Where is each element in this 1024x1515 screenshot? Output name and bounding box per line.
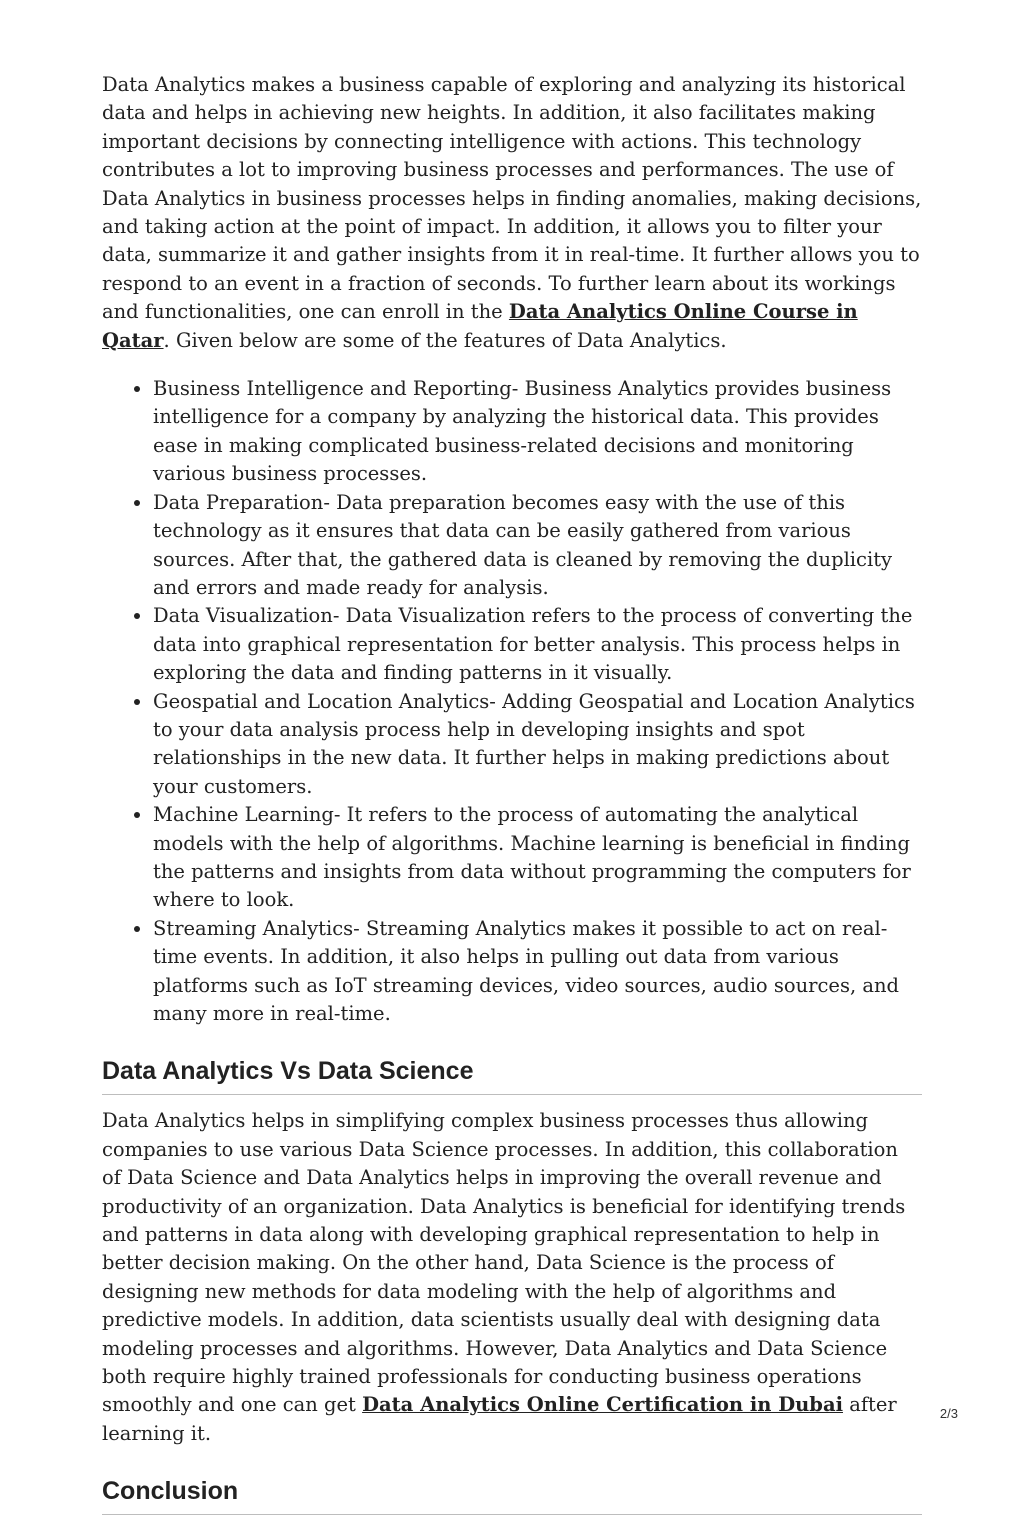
list-item: • Machine Learning- It refers to the process of automating the analytical models with the help of algorithms. Machine learning is beneficial in finding the patterns and insights from data without programming the computers for where to look. [153, 801, 922, 915]
list-item: • Data Visualization- Data Visualization refers to the process of converting the data into graphical representation for better analysis. This process helps in exploring the data and finding patterns in it visually. [153, 602, 922, 687]
vs-paragraph [102, 1107, 922, 1448]
vs-text-after-link: after learning it. [102, 1393, 897, 1445]
vs-section-heading: Data Analytics Vs Data Science [102, 1057, 922, 1095]
document-page [102, 71, 922, 1515]
intro-paragraph [102, 71, 922, 355]
qatar-course-link[interactable]: Data Analytics Online Course in Qatar [102, 300, 858, 352]
dubai-certification-link[interactable]: Data Analytics Online Certification in Dubai [362, 1393, 843, 1417]
features-list [102, 375, 922, 1028]
page-number: 2/3 [939, 1406, 958, 1421]
list-item: • Data Preparation- Data preparation becomes easy with the use of this technology as it ensures that data can be easily gathered from various sources. After that, the gathered data is cleaned by removing the duplicity and errors and made ready for analysis. [153, 489, 922, 603]
list-item: • Streaming Analytics- Streaming Analytics makes it possible to act on real-time events. In addition, it also helps in pulling out data from various platforms such as IoT streaming devices, video sources, audio sources, and many more in real-time. [153, 915, 922, 1029]
intro-text-before-link: Data Analytics makes a business capable of exploring and analyzing its historical data and helps in achieving new heights. In addition, it also facilitates making important decisions by connecting intelligence with actions. This technology contributes a lot to improving business processes and performances. The use of Data Analytics in business processes helps in finding anomalies, making decisions, and taking action at the point of impact. In addition, it allows you to filter your data, summarize it and gather insights from it in real-time. It further allows you to respond to an event in a fraction of seconds. To further learn about its workings and functionalities, one can enroll in the [102, 73, 922, 324]
list-item: • Geospatial and Location Analytics- Adding Geospatial and Location Analytics to your data analysis process help in developing insights and spot relationships in the new data. It further helps in making predictions about your customers. [153, 688, 922, 802]
list-item: • Business Intelligence and Reporting- Business Analytics provides business intelligence for a company by analyzing the historical data. This provides ease in making complicated business-related decisions and monitoring various business processes. [153, 375, 922, 489]
intro-text-after-link: . Given below are some of the features of Data Analytics. [163, 328, 727, 352]
conclusion-heading: Conclusion [102, 1477, 922, 1515]
vs-text-before-link: Data Analytics helps in simplifying complex business processes thus allowing companies to use various Data Science processes. In addition, this collaboration of Data Science and Data Analytics helps in improving the overall revenue and productivity of an organization. Data Analytics is beneficial for identifying trends and patterns in data along with developing graphical representation to help in better decision making. On the other hand, Data Science is the process of designing new methods for data modeling with the help of algorithms and predictive models. In addition, data scientists usually deal with designing data modeling processes and algorithms. However, Data Analytics and Data Science both require highly trained professionals for conducting business operations smoothly and one can get [102, 1109, 906, 1417]
